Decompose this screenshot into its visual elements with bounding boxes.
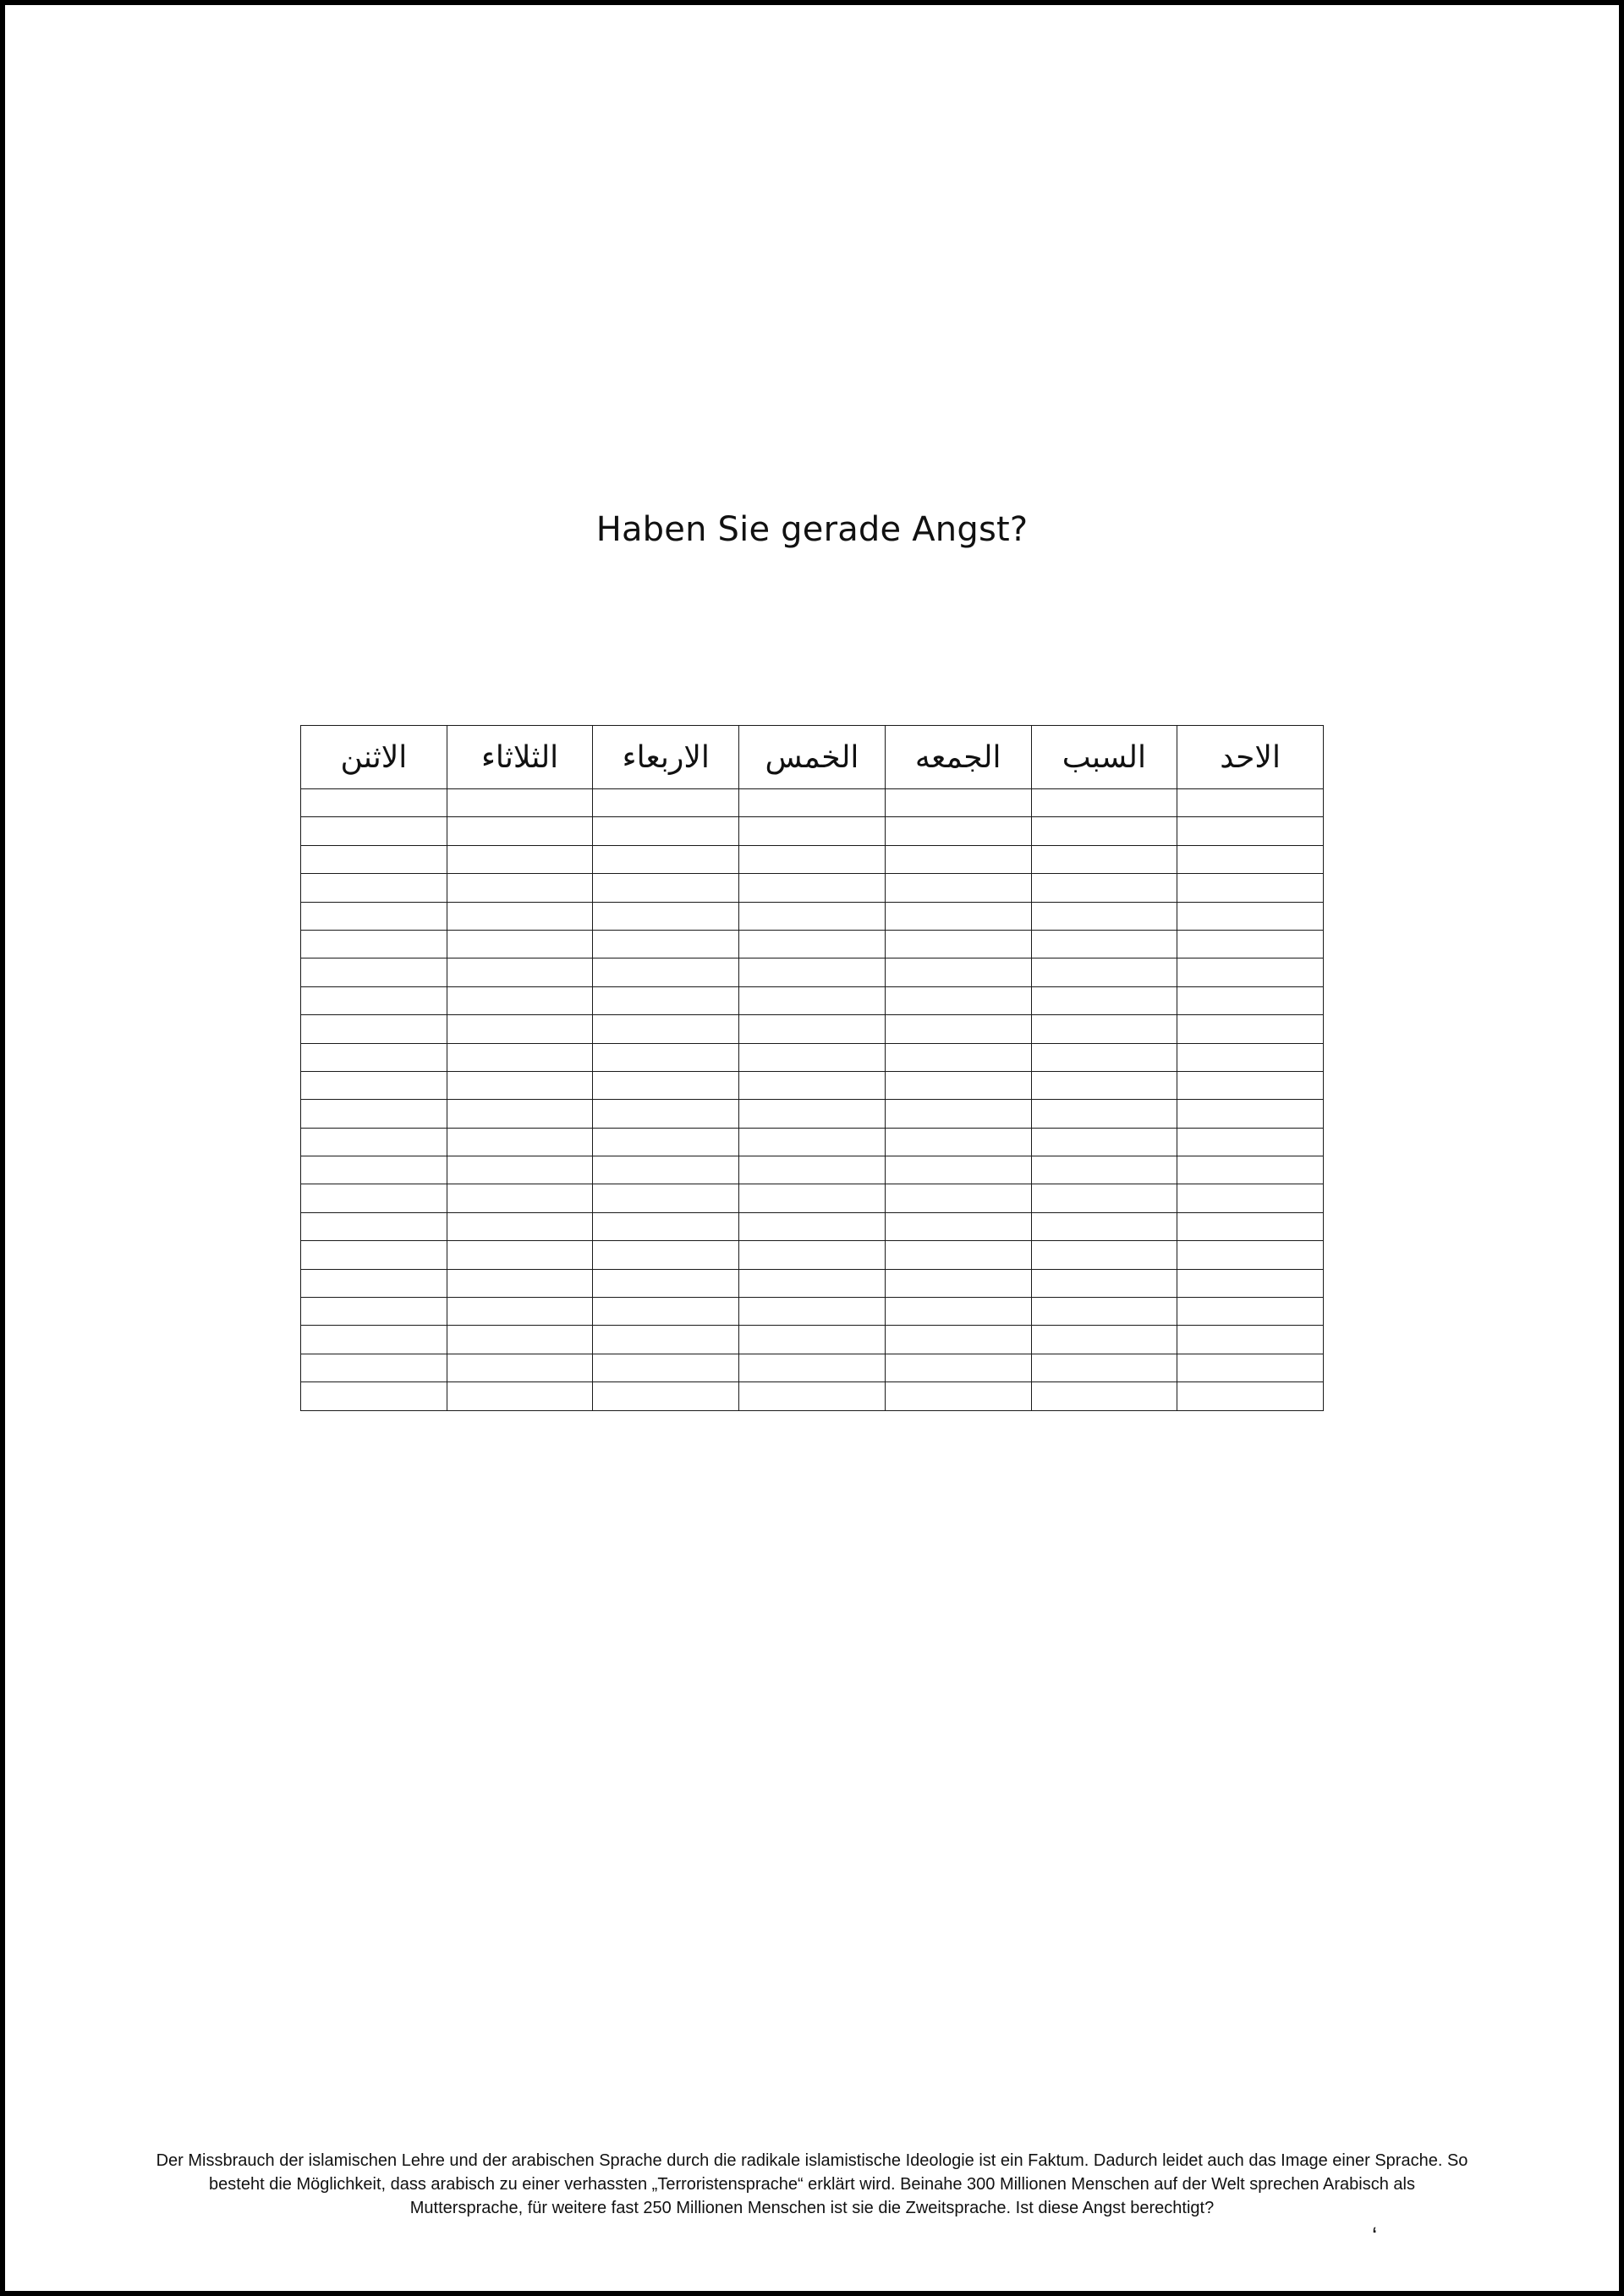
table-cell — [1177, 1184, 1324, 1212]
table-cell — [739, 1156, 886, 1184]
table-cell — [447, 1128, 593, 1156]
table-cell — [885, 1212, 1031, 1240]
table-cell — [885, 1156, 1031, 1184]
header-cell-sunday: الاحد — [1177, 726, 1324, 789]
table-cell — [1031, 1071, 1177, 1099]
table-cell — [447, 1071, 593, 1099]
table-cell — [447, 958, 593, 986]
table-cell — [447, 1156, 593, 1184]
table-row — [301, 1128, 1324, 1156]
table-cell — [301, 902, 447, 930]
table-cell — [1177, 1354, 1324, 1381]
table-cell — [301, 1156, 447, 1184]
table-cell — [447, 1298, 593, 1326]
table-cell — [301, 958, 447, 986]
table-cell — [447, 1241, 593, 1269]
table-cell — [1031, 1015, 1177, 1043]
table-cell — [885, 789, 1031, 817]
table-cell — [1031, 902, 1177, 930]
table-row — [301, 1298, 1324, 1326]
table-cell — [1177, 1241, 1324, 1269]
table-cell — [885, 986, 1031, 1014]
table-cell — [593, 845, 739, 873]
table-cell — [593, 958, 739, 986]
table-cell — [1177, 1269, 1324, 1297]
table-cell — [739, 1184, 886, 1212]
table-cell — [301, 1015, 447, 1043]
table-cell — [739, 874, 886, 902]
table-row — [301, 1015, 1324, 1043]
table-cell — [885, 1298, 1031, 1326]
table-cell — [301, 789, 447, 817]
table-cell — [885, 1043, 1031, 1071]
table-cell — [593, 1156, 739, 1184]
table-cell — [885, 1184, 1031, 1212]
table-cell — [739, 817, 886, 845]
table-cell — [739, 930, 886, 958]
table-cell — [301, 817, 447, 845]
table-cell — [301, 1354, 447, 1381]
table-cell — [447, 1326, 593, 1354]
table-cell — [301, 874, 447, 902]
table-cell — [739, 986, 886, 1014]
table-cell — [593, 930, 739, 958]
table-cell — [739, 1354, 886, 1381]
footnote-text: Der Missbrauch der islamischen Lehre und der arabischen Sprache durch die radikale islamistische Ideologie ist ein Faktum. Dadurch leidet auch das Image einer Sprache. So besteht die Möglichkeit, dass arabisch zu einer verhassten „Terroristensprache“ erklärt wird. Beinahe 300 Millionen Menschen auf der Welt sprechen Arabisch als Muttersprache, für weitere fast 250 Millionen Menschen ist sie die Zweitsprache. Ist diese Angst berechtigt? — [156, 2151, 1468, 2217]
table-cell — [593, 1354, 739, 1381]
table-cell — [1031, 1382, 1177, 1410]
table-cell — [885, 845, 1031, 873]
table-cell — [447, 1043, 593, 1071]
table-cell — [1031, 1156, 1177, 1184]
table-cell — [1177, 874, 1324, 902]
table-row — [301, 902, 1324, 930]
table-cell — [1031, 1269, 1177, 1297]
table-row — [301, 1071, 1324, 1099]
table-row — [301, 1326, 1324, 1354]
table-cell — [593, 1241, 739, 1269]
table-row — [301, 1382, 1324, 1410]
table-cell — [593, 1298, 739, 1326]
table-cell — [739, 1100, 886, 1128]
table-cell — [301, 1382, 447, 1410]
table-cell — [1031, 789, 1177, 817]
table-cell — [301, 1269, 447, 1297]
table-cell — [593, 1100, 739, 1128]
table-cell — [593, 817, 739, 845]
table-cell — [885, 817, 1031, 845]
table-cell — [885, 958, 1031, 986]
header-cell-thursday: الخمس — [739, 726, 886, 789]
table-cell — [739, 958, 886, 986]
table-cell — [1031, 1326, 1177, 1354]
stray-mark: ʻ — [1372, 2223, 1378, 2249]
table-cell — [1031, 1241, 1177, 1269]
table-cell — [885, 1354, 1031, 1381]
table-cell — [301, 1128, 447, 1156]
table-cell — [447, 902, 593, 930]
header-cell-saturday: السبب — [1031, 726, 1177, 789]
table-cell — [301, 845, 447, 873]
table-cell — [739, 1326, 886, 1354]
weekday-table-container — [300, 725, 1324, 1445]
table-cell — [1031, 1128, 1177, 1156]
table-cell — [593, 789, 739, 817]
table-cell — [593, 1128, 739, 1156]
table-cell — [739, 1071, 886, 1099]
table-row — [301, 986, 1324, 1014]
table-cell — [1031, 1298, 1177, 1326]
table-cell — [301, 930, 447, 958]
table-row — [301, 930, 1324, 958]
table-cell — [739, 1015, 886, 1043]
header-cell-wednesday: الاربعاء — [593, 726, 739, 789]
table-cell — [1177, 1071, 1324, 1099]
table-body — [301, 789, 1324, 1411]
table-cell — [593, 1015, 739, 1043]
table-header-row — [301, 726, 1324, 789]
table-cell — [1177, 789, 1324, 817]
table-cell — [885, 1269, 1031, 1297]
table-cell — [739, 789, 886, 817]
table-cell — [301, 1298, 447, 1326]
table-row — [301, 789, 1324, 817]
table-cell — [593, 986, 739, 1014]
table-cell — [739, 1241, 886, 1269]
table-cell — [885, 1100, 1031, 1128]
table-cell — [1177, 958, 1324, 986]
table-cell — [593, 1382, 739, 1410]
table-cell — [1031, 1184, 1177, 1212]
table-cell — [885, 1326, 1031, 1354]
table-cell — [301, 1184, 447, 1212]
table-cell — [739, 1298, 886, 1326]
table-cell — [301, 1326, 447, 1354]
page-title: Haben Sie gerade Angst? — [595, 510, 1029, 549]
table-cell — [447, 874, 593, 902]
table-cell — [301, 1241, 447, 1269]
header-cell-friday: الجمعه — [885, 726, 1031, 789]
table-cell — [739, 1269, 886, 1297]
table-cell — [1031, 817, 1177, 845]
table-cell — [1177, 1128, 1324, 1156]
table-cell — [885, 1382, 1031, 1410]
table-cell — [593, 1184, 739, 1212]
table-cell — [885, 1071, 1031, 1099]
table-cell — [885, 1015, 1031, 1043]
table-cell — [1177, 1015, 1324, 1043]
table-row — [301, 874, 1324, 902]
table-cell — [1031, 845, 1177, 873]
table-cell — [1177, 930, 1324, 958]
header-cell-tuesday: الثلاثاء — [447, 726, 593, 789]
table-cell — [593, 1043, 739, 1071]
table-cell — [447, 1015, 593, 1043]
table-cell — [739, 1043, 886, 1071]
header-cell-monday: الاثنن — [301, 726, 447, 789]
table-cell — [1177, 986, 1324, 1014]
table-row — [301, 1100, 1324, 1128]
table-row — [301, 845, 1324, 873]
table-cell — [1177, 817, 1324, 845]
table-cell — [447, 845, 593, 873]
table-cell — [1031, 1354, 1177, 1381]
table-cell — [1031, 930, 1177, 958]
table-cell — [301, 1043, 447, 1071]
table-cell — [1177, 845, 1324, 873]
table-cell — [447, 1354, 593, 1381]
table-row — [301, 1241, 1324, 1269]
table-cell — [739, 1128, 886, 1156]
table-cell — [1031, 986, 1177, 1014]
table-cell — [593, 874, 739, 902]
table-cell — [593, 1071, 739, 1099]
table-cell — [1031, 874, 1177, 902]
table-cell — [1177, 1212, 1324, 1240]
table-cell — [1177, 1156, 1324, 1184]
table-cell — [739, 845, 886, 873]
table-cell — [447, 1269, 593, 1297]
table-cell — [885, 1128, 1031, 1156]
table-cell — [1031, 1043, 1177, 1071]
table-cell — [447, 817, 593, 845]
table-row — [301, 1156, 1324, 1184]
table-cell — [1177, 902, 1324, 930]
table-cell — [447, 986, 593, 1014]
table-cell — [885, 902, 1031, 930]
table-cell — [885, 930, 1031, 958]
table-cell — [1177, 1043, 1324, 1071]
table-cell — [447, 1212, 593, 1240]
table-cell — [885, 1241, 1031, 1269]
table-row — [301, 1184, 1324, 1212]
table-cell — [447, 1184, 593, 1212]
table-row — [301, 1354, 1324, 1381]
table-cell — [1177, 1298, 1324, 1326]
table-cell — [301, 986, 447, 1014]
table-cell — [593, 1269, 739, 1297]
table-cell — [1031, 1100, 1177, 1128]
table-cell — [447, 1100, 593, 1128]
table-row — [301, 1212, 1324, 1240]
table-cell — [301, 1212, 447, 1240]
table-cell — [301, 1100, 447, 1128]
table-cell — [593, 1326, 739, 1354]
table-cell — [885, 874, 1031, 902]
table-row — [301, 817, 1324, 845]
weekday-table — [300, 725, 1324, 1411]
table-cell — [739, 1382, 886, 1410]
table-cell — [1177, 1382, 1324, 1410]
table-cell — [593, 1212, 739, 1240]
table-row — [301, 1043, 1324, 1071]
table-cell — [301, 1071, 447, 1099]
table-cell — [447, 789, 593, 817]
table-cell — [447, 930, 593, 958]
table-row — [301, 1269, 1324, 1297]
table-cell — [1177, 1326, 1324, 1354]
table-cell — [1031, 1212, 1177, 1240]
table-cell — [739, 1212, 886, 1240]
table-cell — [1177, 1100, 1324, 1128]
table-cell — [1031, 958, 1177, 986]
table-cell — [739, 902, 886, 930]
table-row — [301, 958, 1324, 986]
table-cell — [593, 902, 739, 930]
table-cell — [447, 1382, 593, 1410]
